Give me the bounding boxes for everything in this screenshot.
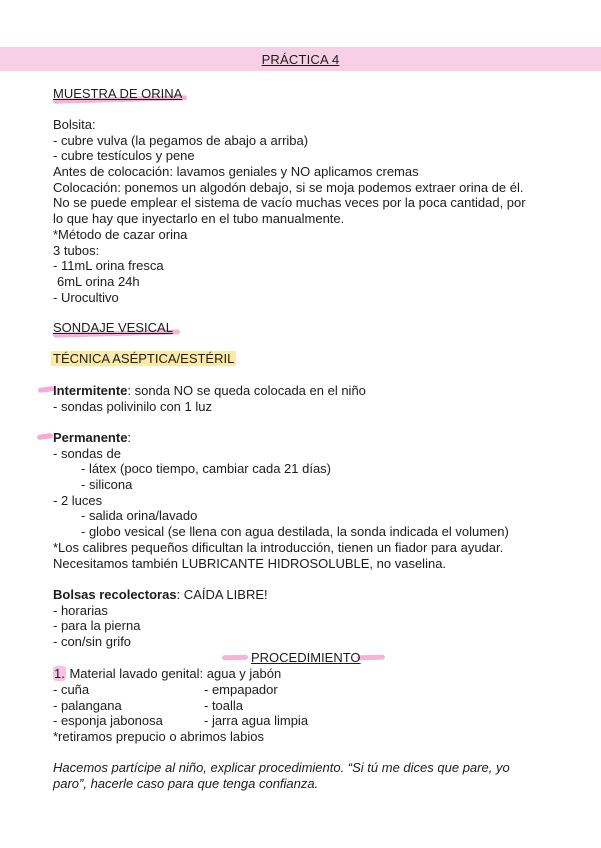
intermitente-text: : sonda NO se queda colocada en el niño [127,383,366,398]
section-muestra-heading [53,86,182,102]
bullet-marker [37,433,54,440]
tecnica-highlight: TÉCNICA ASÉPTICA/ESTÉRIL [53,351,235,366]
procedimiento-heading-text: PROCEDIMIENTO [251,650,361,665]
section-sondaje-heading [53,320,173,336]
text-line: - salida orina/lavado [81,508,198,524]
text-line: - horarias [53,602,108,618]
sondaje-heading-text: SONDAJE VESICAL [53,320,173,335]
bullet-marker [38,386,55,393]
text-line: - látex (poco tiempo, cambiar cada 21 días) [81,461,332,477]
intermitente-block [53,383,366,414]
page-title: PRÁCTICA 4 [261,52,340,67]
heading-marker-left [222,655,248,661]
text-line: *retiramos prepucio o abrimos labios [53,729,264,745]
text-line: - globo vesical (se llena con agua destilada, la sonda indicada el volumen) [81,524,509,540]
material-item: - jarra agua limpia [204,713,309,729]
text-line: - 11mL orina fresca [53,258,164,274]
text-line: Hacemos partícipe al niño, explicar procedimiento. “Si tú me dices que pare, yo [53,760,510,775]
text-line: 3 tubos: [53,242,100,258]
material-item: - empapador [204,682,278,697]
step-number: 1. [54,666,65,681]
section-muestra-body [53,117,526,305]
text-line: - sondas de [53,445,121,461]
text-line: *Los calibres pequeños dificultan la introducción, tienen un fiador para ayudar. [53,539,504,555]
text-line: - sondas polivinilo con 1 luz [53,398,212,414]
bolsas-text: : CAÍDA LIBRE! [176,587,268,602]
text-line: 6mL orina 24h [57,273,140,289]
material-item: - toalla [204,697,244,713]
text-line: - cubre testículos y pene [53,148,195,164]
bolsas-block [53,587,268,650]
intermitente-label: Intermitente [53,383,128,398]
permanente-label: Permanente [53,430,128,445]
procedimiento-step-1 [53,666,281,682]
text-line: Necesitamos también LUBRICANTE HIDROSOLUBLE, no vaselina. [53,555,447,571]
text-line: Bolsita: [53,117,96,132]
text-line: Antes de colocación: lavamos geniales y NO aplicamos cremas [53,164,419,180]
muestra-heading-text: MUESTRA DE ORINA [53,86,183,101]
text-line: - con/sin grifo [53,634,132,650]
text-line: - silicona [81,477,133,493]
step-text: Material lavado genital: agua y jabón [65,666,282,681]
material-item: - palangana [53,697,122,713]
material-item: - cuña [53,682,90,697]
text-line: No se puede emplear el sistema de vacío muchas veces por la poca cantidad, por [53,195,526,211]
text-line: - Urocultivo [53,289,119,305]
procedimiento-italic-note [53,760,510,791]
procedimiento-heading [251,650,361,666]
bolsas-label: Bolsas recolectoras [53,587,177,602]
text-line: - para la pierna [53,618,141,634]
heading-marker-right [357,655,385,661]
text-line: *Método de cazar orina [53,226,188,242]
text-line: paro”, hacerle caso para que tenga confianza. [53,775,319,791]
text-line: lo que hay que inyectarlo en el tubo manualmente. [53,211,345,227]
material-list [53,682,453,745]
sondaje-subheading [51,351,236,367]
text-line: Colocación: ponemos un algodón debajo, si se moja podemos extraer orina de él. [53,179,524,195]
text-line: - 2 luces [53,492,103,508]
text-line: - cubre vulva (la pegamos de abajo a arriba) [53,132,309,148]
material-item: - esponja jabonosa [53,713,163,729]
permanente-block [53,430,509,571]
permanente-colon: : [127,430,132,445]
